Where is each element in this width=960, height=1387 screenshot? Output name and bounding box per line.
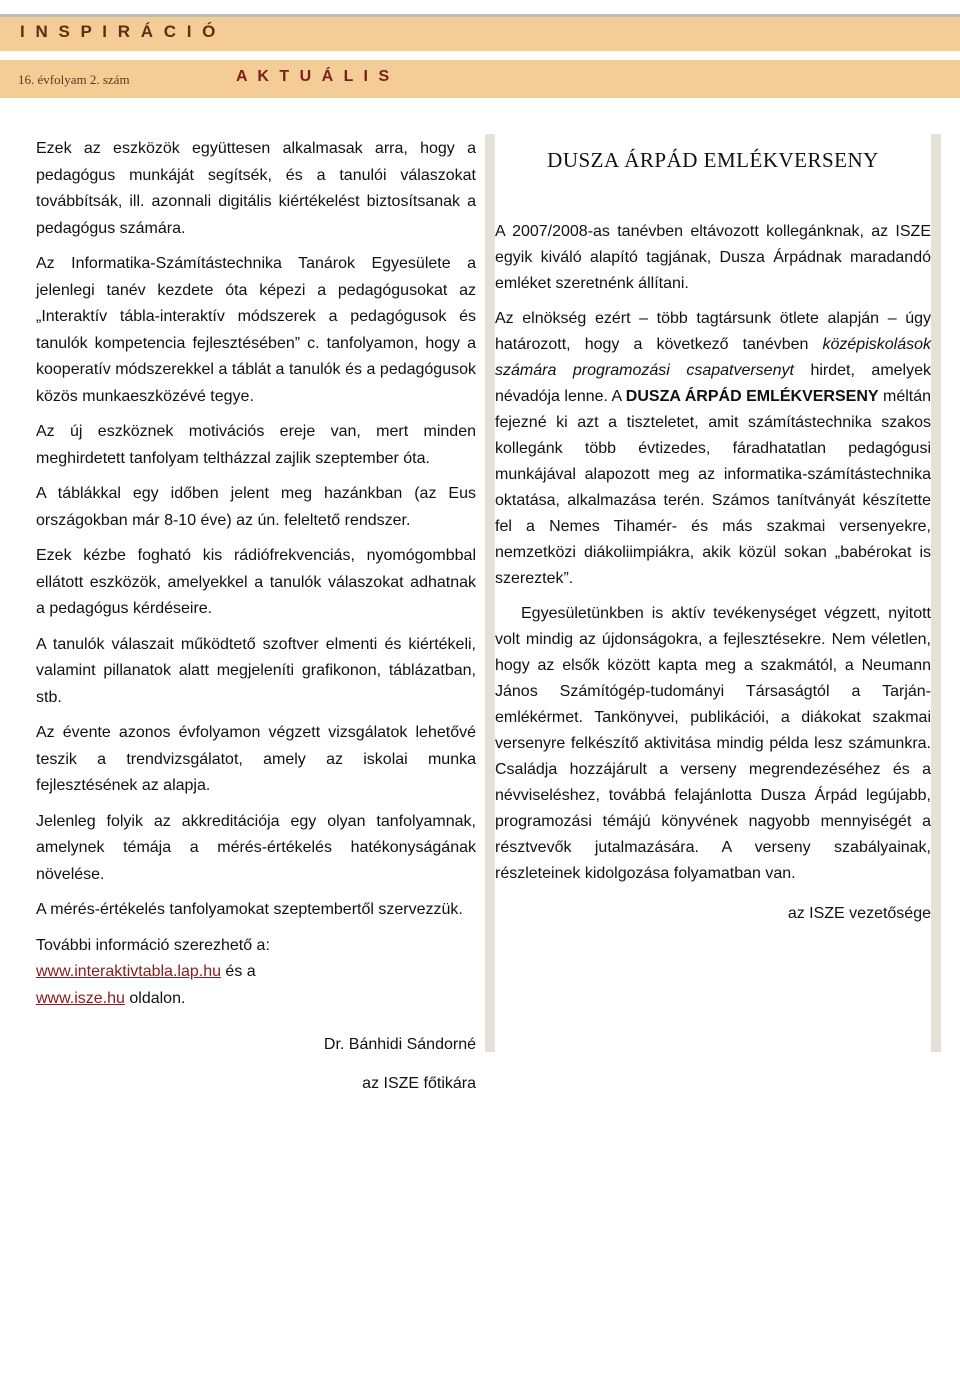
link-joiner: és a <box>220 963 256 980</box>
sidebar-italic-text: középiskolások számára programozási csapatversenyt <box>495 336 931 379</box>
issue-number: 16. évfolyam 2. szám <box>18 72 130 87</box>
sidebar-body <box>495 219 931 927</box>
article-paragraph: Ezek kézbe fogható kis rádiófrekvenciás, nyomógombbal ellátott eszközök, amelyekkel a tanulók válaszokat adhatnak a pedagógus kérdéseire. <box>36 547 476 617</box>
link-isze[interactable]: www.isze.hu <box>36 989 125 1007</box>
section-title: A K T U Á L I S <box>236 68 393 85</box>
sidebar-paragraph: A 2007/2008-as tanévben eltávozott kollegánknak, az ISZE egyik kiváló alapító tagjának, Dusza Árpádnak maradandó emléket szeretnénk állítani. <box>495 223 931 292</box>
link-interaktivtabla[interactable]: www.interaktivtabla.lap.hu <box>36 963 221 980</box>
signature-name: Dr. Bánhidi Sándorné <box>323 1036 476 1053</box>
sidebar-content <box>495 134 931 1052</box>
article-paragraph: A mérés-értékelés tanfolyamokat szeptembertől szervezzük. <box>36 901 463 918</box>
article-paragraph: A tanulók válaszait működtető szoftver elmenti és kiértékeli, valamint pillanatok alatt megjeleníti grafikonon, táblázatban, stb. <box>36 635 476 706</box>
article-paragraph: A táblákkal egy időben jelent meg hazánkban (az Eus országokban már 8-10 éve) az ún. feleltető rendszer. <box>36 485 476 529</box>
article-paragraph: Ezek az eszközök együttesen alkalmasak arra, hogy a pedagógus munkáját segítsék, és a tanulói válaszokat továbbítsák, ill. azonnali digitális kiértékelést biztosítsanak a pedagógus számára. <box>36 140 476 237</box>
article-paragraph: Az évente azonos évfolyamon végzett vizsgálatok lehetővé teszik a trendvizsgálatot, amely az iskolai munka fejlesztésének az alapja. <box>36 724 476 794</box>
sidebar-paragraph: Egyesületünkben is aktív tevékenységet végzett, nyitott volt mindig az újdonságokra, a fejlesztésekre. Nem véletlen, hogy az elsők között kapta meg a szakmától, a Neumann János Számítógép-tudományi Társaságtól a Tarján-emlékérmet. Tankönyvei, publikációi, a diákokat szakmai versenyre felkészítő aktivitása mindig példa lesz számunkra. Családja hozzájárult a verseny megrendezéséhez és a névviseléshez, továbbá felajánlotta Dusza Árpád legújabb, programozási témájú könyvének nagyobb mennyiségét a résztvevők jutalmazására. A verseny szabályainak, részleteinek kidolgozása folyamatban van. <box>495 605 931 882</box>
sidebar-text: Az elnökség ezért – több tagtársunk ötlete alapján – úgy határozott, hogy a következő tanévben <box>495 310 931 353</box>
article-paragraph: Az új eszköznek motivációs ereje van, mert minden meghirdetett tanfolyam teltházzal zajlik szeptember óta. <box>36 423 476 467</box>
magazine-title: I N S P I R Á C I Ó <box>20 22 219 41</box>
info-intro: További információ szerezhető a: <box>36 936 270 954</box>
info-paragraph <box>36 933 476 1013</box>
article-paragraph: Az Informatika-Számítástechnika Tanárok Egyesülete a jelenlegi tanév kezdete óta képezi a pedagógusokat az „Interaktív tábla-interaktív módszerek a pedagógusok és tanulók kompetencia fejlesztésében” c. tanfolyamon, hogy a kooperatív módszerekkel a táblát a tanulók és a pedagógusok közös munkaeszközévé tegye. <box>36 255 476 405</box>
sidebar-box <box>485 134 941 1052</box>
header-band-sub <box>0 60 960 98</box>
article-paragraph: Jelenleg folyik az akkreditációja egy olyan tanfolyamnak, amelynek témája a mérés-értékelés hatékonyságának növelése. <box>36 812 476 883</box>
header-band-top <box>0 14 960 51</box>
sidebar-text: méltán fejezné ki azt a tiszteletet, amit számítástechnika szakos kollegánk több évtizedes, fáradhatatlan pedagógusi munkájával alapozott meg az informatika-számítástechnika oktatása, alkalmazása terén. Számos tanítványát készítette fel a Nemes Tihamér- és más szakmai versenyekre, nemzetközi diákoliimpiákra, akik közül sokan „babérokat is szereztek”. <box>495 388 932 587</box>
signature-role: az ISZE főtikára <box>362 1074 476 1092</box>
article-column <box>36 136 476 1097</box>
link-tail: oldalon. <box>124 989 186 1007</box>
sidebar-title: DUSZA ÁRPÁD EMLÉKVERSENY <box>547 148 879 172</box>
sidebar-text: hirdet, amelyek névadója lenne. A <box>495 362 931 405</box>
sidebar-paragraph <box>495 306 931 592</box>
sidebar-bold-text: DUSZA ÁRPÁD EMLÉKVERSENY <box>625 388 879 405</box>
sidebar-signature: az ISZE vezetősége <box>787 905 931 922</box>
